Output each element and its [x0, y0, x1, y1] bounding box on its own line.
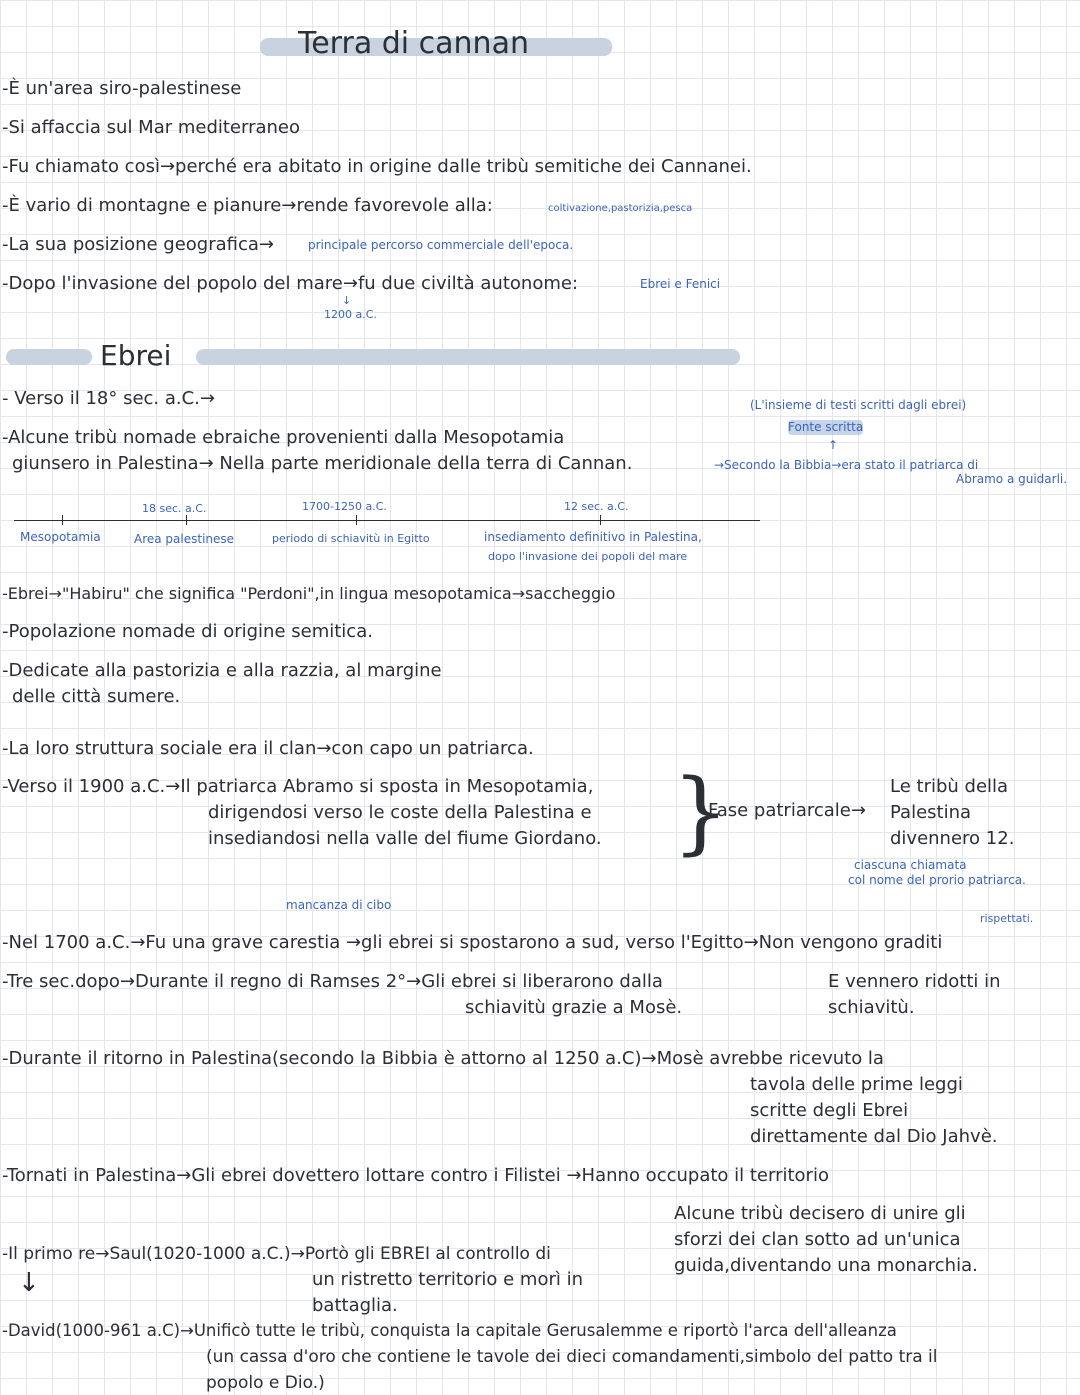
phase-label: Fase patriarcale→ — [708, 800, 866, 821]
brace-icon: } — [672, 760, 730, 865]
intro-route-note: principale percorso commerciale dell'epoca. — [308, 238, 574, 252]
ramses-line-1: -Tre sec.dopo→Durante il regno di Ramses 2°→Gli ebrei si liberarono dalla — [2, 971, 663, 992]
timeline-bottom-3: periodo di schiavitù in Egitto — [272, 532, 430, 545]
intro-line-6: -Dopo l'invasione del popolo del mare→fu due civiltà autonome: — [2, 273, 579, 294]
each-note-1: ciascuna chiamata — [854, 858, 967, 872]
intro-line-5: -La sua posizione geografica→ — [2, 234, 275, 255]
ramses-line-2: schiavitù grazie a Mosè. — [465, 997, 683, 1018]
famine-line: -Nel 1700 a.C.→Fu una grave carestia →gli ebrei si spostarono a sud, verso l'Egitto→Non vengono graditi — [2, 932, 943, 953]
section-heading: Ebrei — [100, 339, 172, 372]
down-arrow-icon: ↓ — [342, 294, 352, 307]
mose-line-3: scritte degli Ebrei — [750, 1100, 909, 1121]
up-arrow-icon: ↑ — [828, 438, 839, 452]
timeline-bottom-2: Area palestinese — [134, 532, 235, 546]
each-note-2: col nome del prorio patriarca. — [848, 873, 1026, 887]
david-line-2: (un cassa d'oro che contiene le tavole dei dieci comandamenti,simbolo del patto tra il — [206, 1347, 938, 1367]
intro-civilizations-note: Ebrei e Fenici — [640, 277, 721, 291]
timeline-tick-2 — [186, 515, 187, 525]
ramses-right-1: E vennero ridotti in — [828, 971, 1001, 992]
intro-line-4: -È vario di montagne e pianure→rende favorevole alla: — [2, 195, 493, 216]
ramses-right-2: schiavitù. — [828, 997, 915, 1018]
abramo-line-2: dirigendosi verso le coste della Palestina e — [208, 802, 592, 823]
timeline-tick-1 — [62, 515, 63, 525]
clan-line: -La loro struttura sociale era il clan→con capo un patriarca. — [2, 738, 534, 759]
intro-line-2: -Si affaccia sul Mar mediterraneo — [2, 117, 301, 138]
timeline-top-3: 1700-1250 a.C. — [302, 500, 387, 513]
monarchy-line-3: guida,diventando una monarchia. — [674, 1255, 978, 1276]
section-highlight-left — [6, 349, 92, 365]
mose-line-4: direttamente dal Dio Jahvè. — [750, 1126, 998, 1147]
tribes-line-2: Palestina — [890, 802, 972, 823]
sea-date-note: 1200 a.C. — [324, 308, 377, 321]
timeline-tick-4 — [600, 515, 601, 525]
timeline-extra: dopo l'invasione dei popoli del mare — [488, 550, 688, 563]
saul-line-1: -Il primo re→Saul(1020-1000 a.C.)→Portò gli EBREI al controllo di — [2, 1244, 551, 1264]
source-label: Fonte scritta — [788, 420, 864, 434]
page-title: Terra di cannan — [298, 26, 529, 61]
timeline-top-4: 12 sec. a.C. — [564, 500, 629, 513]
timeline-axis — [14, 520, 760, 521]
section-highlight-right — [196, 349, 740, 365]
abramo-note: Abramo a guidarli. — [956, 472, 1068, 486]
bible-note: →Secondo la Bibbia→era stato il patriarca di — [714, 458, 979, 472]
pastor-line-2: delle città sumere. — [12, 686, 181, 707]
intro-line-1: -È un'area siro-palestinese — [2, 78, 242, 99]
habiru-line: -Ebrei→"Habiru" che significa "Perdoni",in lingua mesopotamica→saccheggio — [2, 584, 616, 603]
saul-line-2: un ristretto territorio e morì in — [312, 1269, 584, 1290]
david-line-1: -David(1000-961 a.C)→Unificò tutte le tribù, conquista la capitale Gerusalemme e riportò l'arca dell'alleanza — [2, 1321, 897, 1340]
source-note: (L'insieme di testi scritti dagli ebrei) — [750, 398, 967, 412]
down-long-arrow-icon: ↓ — [18, 1268, 40, 1298]
timeline-bottom-4: insediamento definitivo in Palestina, — [484, 530, 702, 544]
monarchy-line-2: sforzi dei clan sotto ad un'unica — [674, 1229, 961, 1250]
ebrei-line-2b: giunsero in Palestina→ Nella parte meridionale della terra di Cannan. — [12, 453, 633, 474]
tribes-line-3: divennero 12. — [890, 828, 1015, 849]
pastor-line-1: -Dedicate alla pastorizia e alla razzia, al margine — [2, 660, 442, 681]
mose-line-2: tavola delle prime leggi — [750, 1074, 963, 1095]
respected-note: rispettati. — [980, 912, 1034, 925]
intro-cultivation-note: coltivazione,pastorizia,pesca — [548, 203, 693, 214]
timeline-top-2: 18 sec. a.C. — [142, 502, 207, 515]
intro-line-3: -Fu chiamato così→perché era abitato in origine dalle tribù semitiche dei Cannanei. — [2, 156, 752, 177]
abramo-line-1: -Verso il 1900 a.C.→Il patriarca Abramo si sposta in Mesopotamia, — [2, 776, 594, 797]
abramo-line-3: insediandosi nella valle del fiume Giordano. — [208, 828, 602, 849]
david-line-3: popolo e Dio.) — [206, 1373, 325, 1393]
filistei-line: -Tornati in Palestina→Gli ebrei dovettero lottare contro i Filistei →Hanno occupato il territorio — [2, 1165, 829, 1186]
monarchy-line-1: Alcune tribù decisero di unire gli — [674, 1203, 966, 1224]
ebrei-line-1: - Verso il 18° sec. a.C.→ — [2, 388, 215, 409]
famine-note: mancanza di cibo — [286, 898, 392, 912]
nomad-line: -Popolazione nomade di origine semitica. — [2, 621, 373, 642]
mose-line-1: -Durante il ritorno in Palestina(secondo la Bibbia è attorno al 1250 a.C)→Mosè avrebbe ricevuto la — [2, 1048, 884, 1069]
tribes-line-1: Le tribù della — [890, 776, 1009, 797]
timeline-bottom-1: Mesopotamia — [20, 530, 101, 544]
ebrei-line-2a: -Alcune tribù nomade ebraiche provenienti dalla Mesopotamia — [2, 427, 565, 448]
timeline-tick-3 — [356, 515, 357, 525]
saul-line-3: battaglia. — [312, 1295, 398, 1316]
